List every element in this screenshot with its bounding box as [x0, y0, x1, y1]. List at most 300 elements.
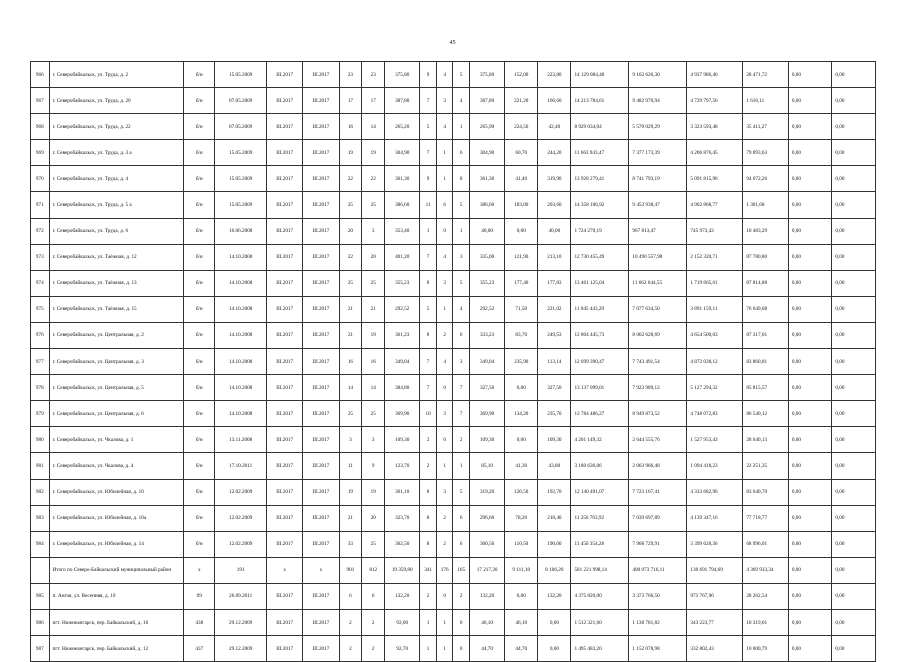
area-municipal-cell: 109,30 — [538, 427, 571, 453]
doc-number-cell: б/н — [184, 166, 215, 192]
table-row — [31, 192, 876, 218]
cost-regional-cell: 332 802,43 — [687, 636, 743, 662]
area-owned-cell: 224,50 — [505, 114, 538, 140]
apartments-owned-cell: 1 — [436, 296, 453, 322]
apartments-owned-cell: 1 — [436, 453, 453, 479]
table-row — [31, 296, 876, 322]
apartments-owned-cell: 0 — [436, 427, 453, 453]
area-resettled-cell: 333,23 — [469, 322, 504, 348]
residents-resettled-cell: 25 — [362, 192, 385, 218]
cost-local-cell: 94 672,26 — [743, 166, 789, 192]
cost-extra-1-cell: 0,00 — [788, 218, 831, 244]
residents-resettled-cell: 812 — [362, 557, 385, 583]
residents-resettled-cell: 25 — [362, 270, 385, 296]
cost-federal-cell: 9 162 626,30 — [629, 62, 687, 88]
cost-federal-cell: 8 949 873,52 — [629, 401, 687, 427]
area-total-cell: 353,40 — [385, 218, 420, 244]
apartments-total-cell: 7 — [420, 140, 437, 166]
apartments-owned-cell: 2 — [436, 322, 453, 348]
fact-date-cell: III.2017 — [303, 88, 339, 114]
area-municipal-cell: 327,50 — [538, 375, 571, 401]
fact-date-cell: III.2017 — [303, 244, 339, 270]
address-cell: г. Северобайкальск, ул. Центральная, д. 5 — [49, 375, 184, 401]
area-municipal-cell: 113,14 — [538, 349, 571, 375]
cost-local-cell: 77 718,77 — [743, 505, 789, 531]
fact-date-cell: III.2017 — [303, 401, 339, 427]
table-row — [31, 479, 876, 505]
area-total-cell: 109,30 — [385, 427, 420, 453]
cost-extra-2-cell: 0,00 — [832, 296, 876, 322]
area-owned-cell: 44,70 — [505, 636, 538, 662]
cost-regional-cell: 1 527 953,43 — [687, 427, 743, 453]
cost-regional-cell: 745 973,43 — [687, 218, 743, 244]
cost-regional-cell: 1 719 665,61 — [687, 270, 743, 296]
fact-date-cell: III.2017 — [303, 270, 339, 296]
plan-date-cell: III.2017 — [267, 375, 303, 401]
area-municipal-cell: 0,00 — [538, 609, 571, 635]
plan-date-cell: III.2017 — [267, 427, 303, 453]
apartments-owned-cell: 2 — [436, 505, 453, 531]
cost-federal-cell: 400 073 716,11 — [629, 557, 687, 583]
area-resettled-cell: 335,00 — [469, 244, 504, 270]
cost-extra-2-cell: 0,00 — [832, 427, 876, 453]
area-owned-cell: 152,00 — [505, 62, 538, 88]
cost-federal-cell: 3 373 766,50 — [629, 583, 687, 609]
area-total-cell: 19 359,80 — [385, 557, 420, 583]
address-cell: пгт. Нижнеангарск, пер. Байкальский, д. 12 — [49, 636, 184, 662]
plan-date-cell: III.2017 — [267, 322, 303, 348]
area-municipal-cell: 223,80 — [538, 62, 571, 88]
residents-total-cell: 25 — [339, 192, 362, 218]
cost-federal-cell: 1 152 078,98 — [629, 636, 687, 662]
cost-federal-cell: 11 662 644,55 — [629, 270, 687, 296]
cost-local-cell: 4 369 933,34 — [743, 557, 789, 583]
area-owned-cell: 46,10 — [505, 609, 538, 635]
fact-date-cell: III.2017 — [303, 583, 339, 609]
apartments-municipal-cell: 6 — [453, 505, 470, 531]
cost-regional-cell: 4 139 347,16 — [687, 505, 743, 531]
residents-total-cell: 33 — [339, 531, 362, 557]
area-owned-cell: 0,00 — [505, 218, 538, 244]
cost-extra-1-cell: 0,00 — [788, 140, 831, 166]
cost-extra-2-cell: 0,00 — [832, 270, 876, 296]
cost-extra-2-cell: 0,00 — [832, 505, 876, 531]
residents-resettled-cell: 19 — [362, 479, 385, 505]
doc-number-cell: б/н — [184, 114, 215, 140]
apartments-total-cell: 9 — [420, 166, 437, 192]
residents-resettled-cell: 19 — [362, 140, 385, 166]
address-cell: г. Северобайкальск, ул. Юбилейная, д. 10 — [49, 479, 184, 505]
cost-local-cell: 85 815,57 — [743, 375, 789, 401]
doc-number-cell: б/н — [184, 401, 215, 427]
address-cell: г. Северобайкальск, ул. Таёжная, д. 12 — [49, 244, 184, 270]
cost-federal-cell: 7 077 634,50 — [629, 296, 687, 322]
cost-total-cell: 14 358 106,92 — [571, 192, 629, 218]
cost-federal-cell: 2 644 555,76 — [629, 427, 687, 453]
cost-extra-2-cell: 0,00 — [832, 479, 876, 505]
area-resettled-cell: 369,90 — [469, 401, 504, 427]
doc-date-cell: 12.02.2009 — [215, 531, 267, 557]
apartments-owned-cell: 4 — [436, 244, 453, 270]
cost-extra-1-cell: 0,00 — [788, 453, 831, 479]
address-cell: г. Северобайкальск, ул. Центральная, д. 2 — [49, 322, 184, 348]
cost-extra-2-cell: 0,00 — [832, 375, 876, 401]
apartments-municipal-cell: 5 — [453, 270, 470, 296]
doc-date-cell: 14.10.2008 — [215, 322, 267, 348]
fact-date-cell: III.2017 — [303, 609, 339, 635]
area-total-cell: 265,20 — [385, 114, 420, 140]
residents-resettled-cell: 21 — [362, 296, 385, 322]
doc-date-cell: 14.10.2008 — [215, 349, 267, 375]
apartments-total-cell: 7 — [420, 244, 437, 270]
cost-local-cell: 79 893,63 — [743, 140, 789, 166]
doc-date-cell: 29.12.2009 — [215, 609, 267, 635]
area-resettled-cell: 17 217,30 — [469, 557, 504, 583]
table-row — [31, 375, 876, 401]
area-total-cell: 387,80 — [385, 88, 420, 114]
fact-date-cell: III.2017 — [303, 114, 339, 140]
cost-regional-cell: 1 094 418,23 — [687, 453, 743, 479]
apartments-municipal-cell: 5 — [453, 192, 470, 218]
address-cell: г. Северобайкальск, ул. Труда, д. 4 — [49, 166, 184, 192]
table-row — [31, 270, 876, 296]
doc-number-cell: б/н — [184, 453, 215, 479]
plan-date-cell: III.2017 — [267, 114, 303, 140]
cost-regional-cell: 4 206 876,45 — [687, 140, 743, 166]
cost-regional-cell: 4 333 682,96 — [687, 479, 743, 505]
table-row — [31, 583, 876, 609]
area-municipal-cell: 42,40 — [538, 114, 571, 140]
area-total-cell: 355,23 — [385, 270, 420, 296]
address-cell: г. Северобайкальск, ул. Центральная, д. 6 — [49, 401, 184, 427]
cost-regional-cell: 5 127 294,32 — [687, 375, 743, 401]
cost-federal-cell: 7 968 729,91 — [629, 531, 687, 557]
cost-extra-2-cell: 0,00 — [832, 531, 876, 557]
row-number-cell: 977 — [31, 349, 50, 375]
area-resettled-cell: 386,60 — [469, 192, 504, 218]
area-owned-cell: 177,40 — [505, 270, 538, 296]
apartments-municipal-cell: 7 — [453, 375, 470, 401]
address-cell: г. Северобайкальск, ул. Таёжная, д. 15 — [49, 296, 184, 322]
residents-total-cell: 2 — [339, 636, 362, 662]
residents-total-cell: 19 — [339, 479, 362, 505]
area-total-cell: 384,80 — [385, 375, 420, 401]
doc-date-cell: 16.06.2008 — [215, 218, 267, 244]
cost-extra-1-cell: 0,00 — [788, 557, 831, 583]
area-total-cell: 375,80 — [385, 62, 420, 88]
area-owned-cell: 0,00 — [505, 375, 538, 401]
doc-number-cell: б/н — [184, 296, 215, 322]
row-number-cell: 970 — [31, 166, 50, 192]
cost-total-cell: 12 140 491,07 — [571, 479, 629, 505]
row-number-cell: 975 — [31, 296, 50, 322]
row-number-cell: 980 — [31, 427, 50, 453]
cost-extra-1-cell: 0,00 — [788, 636, 831, 662]
cost-extra-1-cell: 0,00 — [788, 166, 831, 192]
cost-federal-cell: 7 923 989,12 — [629, 375, 687, 401]
doc-date-cell: 07.05.2009 — [215, 114, 267, 140]
area-total-cell: 292,52 — [385, 296, 420, 322]
cost-local-cell: 68 996,01 — [743, 531, 789, 557]
address-cell: г. Северобайкальск, ул. Чкалова, д. 4 — [49, 453, 184, 479]
cost-extra-2-cell: 0,00 — [832, 62, 876, 88]
cost-local-cell: 87 814,88 — [743, 270, 789, 296]
area-municipal-cell: 43,80 — [538, 453, 571, 479]
cost-local-cell: 76 649,68 — [743, 296, 789, 322]
area-municipal-cell: 40,00 — [538, 218, 571, 244]
cost-extra-2-cell: 0,00 — [832, 166, 876, 192]
area-total-cell: 304,90 — [385, 140, 420, 166]
fact-date-cell: III.2017 — [303, 375, 339, 401]
area-municipal-cell: 132,20 — [538, 583, 571, 609]
cost-federal-cell: 7 377 173,39 — [629, 140, 687, 166]
doc-date-cell: 15.05.2009 — [215, 166, 267, 192]
residents-total-cell: 3 — [339, 427, 362, 453]
cost-total-cell: 1 724 270,19 — [571, 218, 629, 244]
area-owned-cell: 183,00 — [505, 192, 538, 218]
plan-date-cell: III.2017 — [267, 349, 303, 375]
area-owned-cell: 9 111,10 — [505, 557, 538, 583]
residents-resettled-cell: 20 — [362, 505, 385, 531]
address-cell: г. Северобайкальск, ул. Юбилейная, д. 14 — [49, 531, 184, 557]
address-cell: п. Ангоя, ул. Весенняя, д. 10 — [49, 583, 184, 609]
cost-extra-1-cell: 0,00 — [788, 505, 831, 531]
cost-federal-cell: 967 813,47 — [629, 218, 687, 244]
page-number: 45 — [449, 40, 456, 46]
table-row — [31, 427, 876, 453]
area-municipal-cell: 244,20 — [538, 140, 571, 166]
address-cell: г. Северобайкальск, ул. Труда, д. 3 а — [49, 140, 184, 166]
cost-federal-cell: 8 741 793,19 — [629, 166, 687, 192]
area-resettled-cell: 304,90 — [469, 140, 504, 166]
cost-federal-cell: 1 138 781,82 — [629, 609, 687, 635]
row-number-cell: 976 — [31, 322, 50, 348]
housing-registry-table — [30, 61, 876, 662]
residents-resettled-cell: 22 — [362, 166, 385, 192]
plan-date-cell: III.2017 — [267, 583, 303, 609]
plan-date-cell: III.2017 — [267, 244, 303, 270]
area-municipal-cell: 218,40 — [538, 505, 571, 531]
area-resettled-cell: 387,80 — [469, 88, 504, 114]
doc-date-cell: 29.12.2009 — [215, 636, 267, 662]
area-resettled-cell: 109,30 — [469, 427, 504, 453]
residents-resettled-cell: 20 — [362, 244, 385, 270]
doc-number-cell: б/н — [184, 270, 215, 296]
residents-total-cell: 21 — [339, 296, 362, 322]
cost-extra-1-cell: 0,00 — [788, 609, 831, 635]
apartments-total-cell: 1 — [420, 609, 437, 635]
cost-federal-cell: 7 039 697,89 — [629, 505, 687, 531]
area-resettled-cell: 44,70 — [469, 636, 504, 662]
cost-local-cell: 35 411,27 — [743, 114, 789, 140]
cost-local-cell: 28 262,54 — [743, 583, 789, 609]
cost-regional-cell: 130 691 794,69 — [687, 557, 743, 583]
doc-date-cell: 191 — [215, 557, 267, 583]
apartments-municipal-cell: 5 — [453, 62, 470, 88]
area-owned-cell: 41,30 — [505, 453, 538, 479]
area-resettled-cell: 300,50 — [469, 531, 504, 557]
row-number-cell: 966 — [31, 62, 50, 88]
table-row — [31, 322, 876, 348]
doc-date-cell: 14.10.2008 — [215, 296, 267, 322]
table-row — [31, 636, 876, 662]
apartments-total-cell: 1 — [420, 218, 437, 244]
apartments-owned-cell: 1 — [436, 166, 453, 192]
residents-resettled-cell: 2 — [362, 636, 385, 662]
apartments-municipal-cell: 1 — [453, 114, 470, 140]
residents-total-cell: 16 — [339, 349, 362, 375]
table-row — [31, 166, 876, 192]
apartments-total-cell: 8 — [420, 479, 437, 505]
area-owned-cell: 60,70 — [505, 140, 538, 166]
doc-number-cell: 09 — [184, 583, 215, 609]
apartments-total-cell: 7 — [420, 375, 437, 401]
doc-number-cell: б/н — [184, 62, 215, 88]
doc-number-cell: б/н — [184, 88, 215, 114]
apartments-total-cell: 9 — [420, 62, 437, 88]
cost-total-cell: 11 256 763,92 — [571, 505, 629, 531]
area-municipal-cell: 235,70 — [538, 401, 571, 427]
apartments-total-cell: 7 — [420, 349, 437, 375]
plan-date-cell: III.2017 — [267, 636, 303, 662]
cost-total-cell: 1 512 321,60 — [571, 609, 629, 635]
area-total-cell: 349,04 — [385, 349, 420, 375]
apartments-total-cell: 2 — [420, 427, 437, 453]
apartments-municipal-cell: 4 — [453, 88, 470, 114]
doc-date-cell: 15.05.2009 — [215, 140, 267, 166]
residents-total-cell: 901 — [339, 557, 362, 583]
doc-number-cell: x — [184, 557, 215, 583]
residents-total-cell: 25 — [339, 270, 362, 296]
area-total-cell: 361,10 — [385, 479, 420, 505]
cost-regional-cell: 5 091 815,96 — [687, 166, 743, 192]
table-row — [31, 453, 876, 479]
fact-date-cell: III.2017 — [303, 296, 339, 322]
area-total-cell: 92,70 — [385, 636, 420, 662]
cost-regional-cell: 4 902 868,77 — [687, 192, 743, 218]
cost-total-cell: 1 495 483,20 — [571, 636, 629, 662]
table-row — [31, 349, 876, 375]
residents-resettled-cell: 14 — [362, 114, 385, 140]
cost-extra-2-cell: 0,00 — [832, 583, 876, 609]
apartments-municipal-cell: 6 — [453, 322, 470, 348]
area-total-cell: 386,60 — [385, 192, 420, 218]
area-resettled-cell: 132,20 — [469, 583, 504, 609]
residents-total-cell: 6 — [339, 583, 362, 609]
residents-total-cell: 21 — [339, 505, 362, 531]
cost-extra-1-cell: 0,00 — [788, 62, 831, 88]
row-number-cell: 981 — [31, 453, 50, 479]
cost-regional-cell: 4 654 500,03 — [687, 322, 743, 348]
cost-total-cell: 3 180 636,06 — [571, 453, 629, 479]
row-number-cell: 987 — [31, 636, 50, 662]
doc-number-cell: б/н — [184, 531, 215, 557]
doc-date-cell: 17.10.2011 — [215, 453, 267, 479]
cost-federal-cell: 2 063 966,48 — [629, 453, 687, 479]
doc-number-cell: б/н — [184, 479, 215, 505]
apartments-municipal-cell: 3 — [453, 244, 470, 270]
plan-date-cell: III.2017 — [267, 296, 303, 322]
apartments-owned-cell: 1 — [436, 140, 453, 166]
row-number-cell: 974 — [31, 270, 50, 296]
doc-date-cell: 07.05.2009 — [215, 88, 267, 114]
area-municipal-cell: 213,10 — [538, 244, 571, 270]
apartments-municipal-cell: 4 — [453, 296, 470, 322]
address-cell: г. Северобайкальск, ул. Таёжная, д. 13 — [49, 270, 184, 296]
cost-extra-2-cell: 0,00 — [832, 636, 876, 662]
doc-number-cell: 438 — [184, 609, 215, 635]
cost-extra-2-cell: 0,00 — [832, 140, 876, 166]
cost-extra-2-cell: 0,00 — [832, 244, 876, 270]
apartments-total-cell: 8 — [420, 270, 437, 296]
row-number-cell: 984 — [31, 531, 50, 557]
doc-date-cell: 15.05.2009 — [215, 192, 267, 218]
fact-date-cell: x — [303, 557, 339, 583]
cost-regional-cell: 343 223,77 — [687, 609, 743, 635]
row-number-cell — [31, 557, 50, 583]
fact-date-cell: III.2017 — [303, 140, 339, 166]
cost-total-cell: 4 375 820,00 — [571, 583, 629, 609]
apartments-owned-cell: 3 — [436, 479, 453, 505]
cost-extra-2-cell: 0,00 — [832, 322, 876, 348]
cost-local-cell: 83 640,70 — [743, 479, 789, 505]
cost-regional-cell: 4 729 797,56 — [687, 88, 743, 114]
row-number-cell: 969 — [31, 140, 50, 166]
doc-number-cell: б/н — [184, 244, 215, 270]
doc-date-cell: 14.10.2008 — [215, 401, 267, 427]
fact-date-cell: III.2017 — [303, 166, 339, 192]
plan-date-cell: III.2017 — [267, 140, 303, 166]
address-cell: г. Северобайкальск, ул. Труда, д. 2 — [49, 62, 184, 88]
plan-date-cell: III.2017 — [267, 166, 303, 192]
area-resettled-cell: 355,23 — [469, 270, 504, 296]
doc-date-cell: 26.09.2011 — [215, 583, 267, 609]
area-municipal-cell: 166,60 — [538, 88, 571, 114]
residents-total-cell: 11 — [339, 453, 362, 479]
residents-resettled-cell: 25 — [362, 531, 385, 557]
row-number-cell: 967 — [31, 88, 50, 114]
area-total-cell: 369,90 — [385, 401, 420, 427]
area-owned-cell: 78,20 — [505, 505, 538, 531]
cost-federal-cell: 5 570 029,29 — [629, 114, 687, 140]
doc-number-cell: б/н — [184, 140, 215, 166]
cost-total-cell: 11 450 354,28 — [571, 531, 629, 557]
area-resettled-cell: 327,50 — [469, 375, 504, 401]
apartments-municipal-cell: 5 — [453, 479, 470, 505]
row-number-cell: 985 — [31, 583, 50, 609]
cost-total-cell: 14 213 784,61 — [571, 88, 629, 114]
area-resettled-cell: 292,52 — [469, 296, 504, 322]
fact-date-cell: III.2017 — [303, 322, 339, 348]
row-number-cell: 982 — [31, 479, 50, 505]
area-owned-cell: 126,50 — [505, 479, 538, 505]
area-owned-cell: 121,90 — [505, 244, 538, 270]
residents-total-cell: 20 — [339, 218, 362, 244]
cost-extra-1-cell: 0,00 — [788, 296, 831, 322]
address-cell: пгт. Нижнеангарск, пер. Байкальский, д. 10 — [49, 609, 184, 635]
apartments-total-cell: 11 — [420, 192, 437, 218]
residents-total-cell: 19 — [339, 140, 362, 166]
cost-regional-cell: 3 323 593,48 — [687, 114, 743, 140]
doc-date-cell: 13.11.2008 — [215, 427, 267, 453]
cost-total-cell: 13 137 099,01 — [571, 375, 629, 401]
residents-total-cell: 23 — [339, 62, 362, 88]
row-number-cell: 972 — [31, 218, 50, 244]
apartments-municipal-cell: 0 — [453, 609, 470, 635]
cost-total-cell: 12 699 390,47 — [571, 349, 629, 375]
cost-extra-1-cell: 0,00 — [788, 479, 831, 505]
plan-date-cell: x — [267, 557, 303, 583]
